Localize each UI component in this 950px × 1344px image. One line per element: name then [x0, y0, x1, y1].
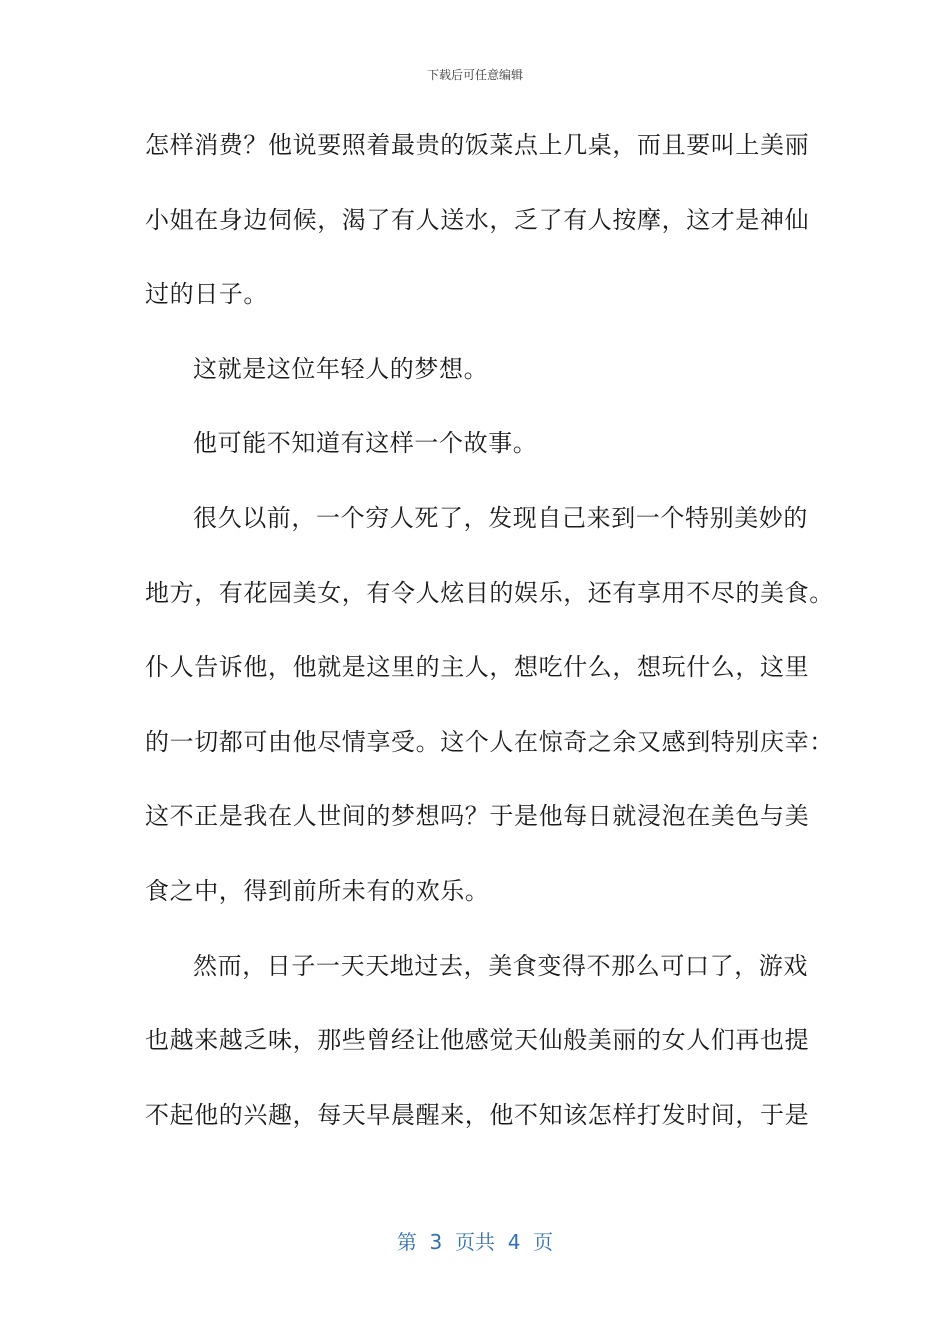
body-line-8: 仆人告诉他，他就是这里的主人，想吃什么，想玩什么，这里 [145, 653, 810, 682]
body-line-7: 地方，有花园美女，有令人炫目的娱乐，还有享用不尽的美食。 [145, 578, 834, 607]
body-line-11: 食之中，得到前所未有的欢乐。 [145, 876, 490, 905]
body-line-12: 然而，日子一天天地过去，美食变得不那么可口了，游戏 [193, 951, 808, 980]
body-line-2: 小姐在身边伺候，渴了有人送水，乏了有人按摩，这才是神仙 [145, 205, 810, 234]
body-line-6: 很久以前，一个穷人死了，发现自己来到一个特别美妙的 [193, 503, 808, 532]
body-line-3: 过的日子。 [145, 280, 268, 309]
body-line-10: 这不正是我在人世间的梦想吗？于是他每日就浸泡在美色与美 [145, 802, 810, 831]
body-line-5: 他可能不知道有这样一个故事。 [193, 429, 538, 458]
page-header-note: 下载后可任意编辑 [426, 68, 523, 82]
body-line-9: 的一切都可由他尽情享受。这个人在惊奇之余又感到特别庆幸： [145, 727, 834, 756]
body-line-4: 这就是这位年轻人的梦想。 [193, 354, 489, 383]
body-line-14: 不起他的兴趣，每天早晨醒来，他不知该怎样打发时间，于是 [145, 1100, 810, 1129]
document-body [145, 125, 834, 1169]
page-number-footer: 第 3 页共 4 页 [396, 1230, 554, 1254]
body-line-13: 也越来越乏味，那些曾经让他感觉天仙般美丽的女人们再也提 [145, 1026, 810, 1055]
body-line-1: 怎样消费？他说要照着最贵的饭菜点上几桌，而且要叫上美丽 [145, 131, 810, 159]
